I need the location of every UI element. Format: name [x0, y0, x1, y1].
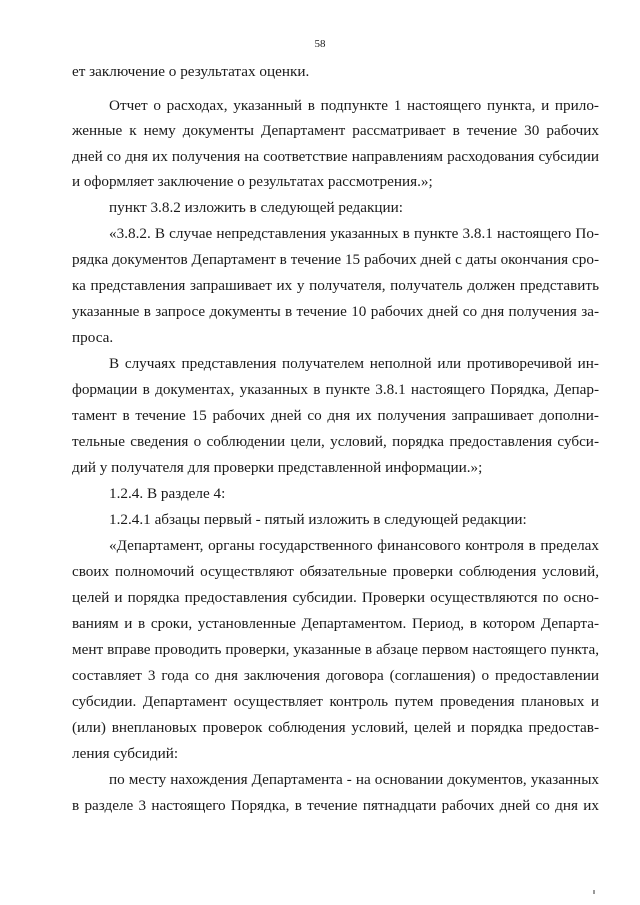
text-line: ления субсидий: [72, 745, 179, 762]
text-line: составляет 3 года со дня заключения договора (соглашения) о предоставлении [72, 667, 599, 684]
text-line: В случаях представления получателем неполной или противоречивой ин- [109, 355, 599, 372]
text-line: «3.8.2. В случае непредставления указанных в пункте 3.8.1 настоящего По- [109, 225, 599, 242]
text-line: указанные в запросе документы в течение 10 рабочих дней со дня получения за- [72, 303, 599, 320]
text-line: 1.2.4. В разделе 4: [109, 485, 226, 502]
text-line: ка представления запрашивает их у получателя, получатель должен представить [72, 277, 599, 294]
text-line: (или) внеплановых проверок соблюдения условий, целей и порядка предостав- [72, 719, 599, 736]
text-line: Отчет о расходах, указанный в подпункте 1 настоящего пункта, и прило- [109, 97, 599, 114]
text-line: субсидии. Департамент осуществляет контроль путем проведения плановых и [72, 693, 599, 710]
text-line: целей и порядка предоставления субсидии. Проверки осуществляются по осно- [72, 589, 599, 606]
text-line: тельные сведения о соблюдении цели, условий, порядка предоставления субси- [72, 433, 599, 450]
text-line: ет заключение о результатах оценки. [72, 63, 310, 80]
text-line: мент вправе проводить проверки, указанные в абзаце первом настоящего пункта, [72, 641, 599, 658]
text-line: по месту нахождения Департамента - на основании документов, указанных [109, 771, 599, 788]
scan-artifact [593, 890, 595, 894]
text-line: 1.2.4.1 абзацы первый - пятый изложить в следующей редакции: [109, 511, 527, 528]
text-line: и оформляет заключение о результатах рассмотрения.»; [72, 173, 433, 190]
text-line: своих полномочий осуществляют обязательные проверки соблюдения условий, [72, 563, 599, 580]
text-line: ваниям и в сроки, установленные Департаментом. Период, в котором Департа- [72, 615, 599, 632]
text-line: проса. [72, 329, 114, 346]
text-line: пункт 3.8.2 изложить в следующей редакции: [109, 199, 403, 216]
text-line: рядка документов Департамент в течение 15 рабочих дней с даты окончания сро- [72, 251, 599, 268]
text-line: дий у получателя для проверки представленной информации.»; [72, 459, 483, 476]
text-line: дней со дня их получения на соответствие направлениям расходования субсидии [72, 148, 599, 165]
text-line: формации в документах, указанных в пункте 3.8.1 настоящего Порядка, Депар- [72, 381, 599, 398]
text-line: в разделе 3 настоящего Порядка, в течение пятнадцати рабочих дней со дня их [72, 797, 599, 814]
text-line: женные к нему документы Департамент рассматривает в течение 30 рабочих [72, 122, 599, 139]
page-number: 58 [314, 38, 326, 50]
text-line: «Департамент, органы государственного финансового контроля в пределах [109, 537, 599, 554]
text-line: тамент в течение 15 рабочих дней со дня их получения запрашивает дополни- [72, 407, 599, 424]
